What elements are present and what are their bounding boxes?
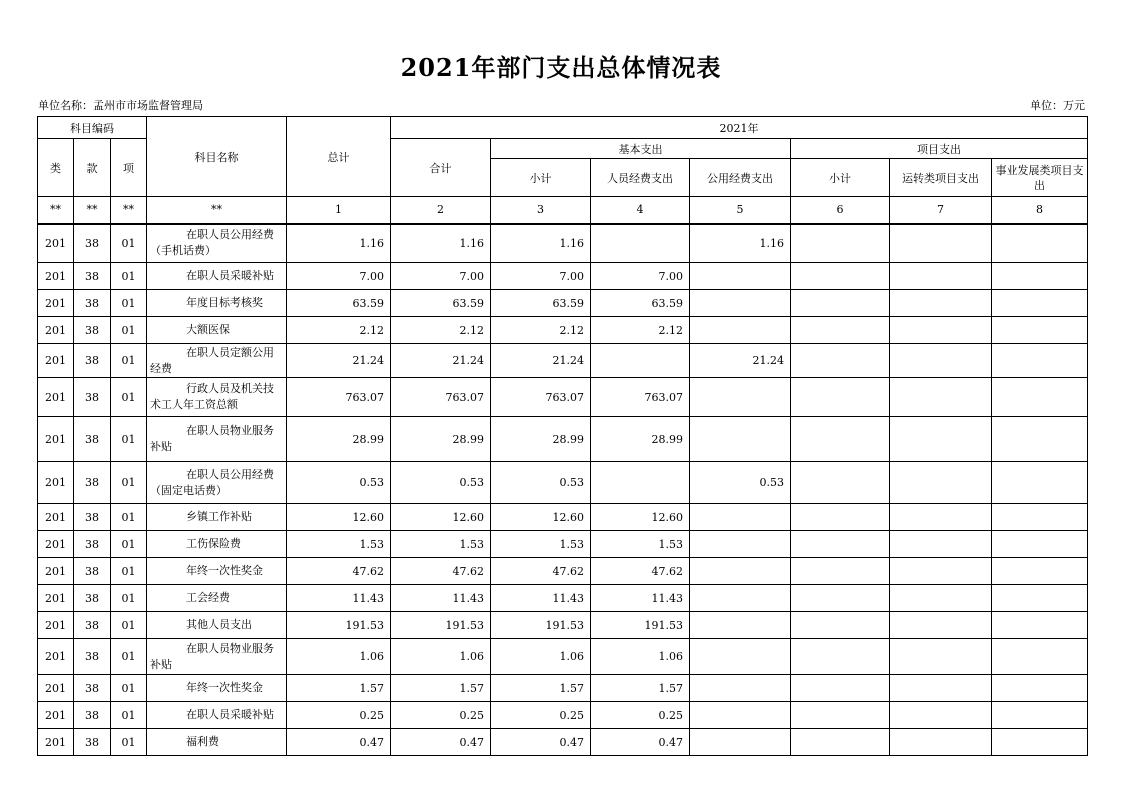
cell-personnel: 1.57 (591, 675, 690, 702)
cell-name (147, 224, 287, 263)
cell-name-line1: 在职人员物业服务 (186, 641, 274, 655)
cell-name-line1: 年终一次性奖金 (186, 681, 263, 694)
cell-name-line1: 在职人员公用经费 (186, 228, 274, 242)
cell-operation (890, 612, 992, 639)
cell-development (992, 417, 1088, 462)
cell-kuan: 38 (74, 558, 111, 585)
cell-sum: 0.47 (391, 729, 491, 756)
cell-kuan: 38 (74, 702, 111, 729)
cell-development (992, 290, 1088, 317)
cell-proj-sub (791, 558, 890, 585)
cell-basic-sub: 1.53 (491, 531, 591, 558)
cell-xiang: 01 (111, 612, 147, 639)
cell-name (147, 702, 287, 729)
cell-kuan: 38 (74, 290, 111, 317)
cell-xiang: 01 (111, 462, 147, 504)
cell-sum: 63.59 (391, 290, 491, 317)
cell-kuan: 38 (74, 612, 111, 639)
cell-name-line1: 福利费 (186, 735, 219, 748)
cell-name-line1: 在职人员物业服务 (186, 424, 274, 437)
header-sum: 合计 (391, 139, 491, 197)
cell-name-line1: 在职人员定额公用 (186, 345, 274, 359)
cell-name-line1: 工伤保险费 (186, 537, 241, 550)
cell-lei: 201 (38, 702, 74, 729)
cell-proj-sub (791, 702, 890, 729)
cell-name (147, 462, 287, 504)
cell-name-line1: 在职人员采暖补贴 (186, 269, 274, 282)
cell-personnel: 0.25 (591, 702, 690, 729)
cell-development (992, 224, 1088, 263)
cell-development (992, 263, 1088, 290)
cell-xiang: 01 (111, 263, 147, 290)
table-row (38, 558, 1088, 585)
cell-total: 0.47 (287, 729, 391, 756)
cell-basic-sub: 47.62 (491, 558, 591, 585)
cell-total: 21.24 (287, 344, 391, 378)
table-row (38, 675, 1088, 702)
cell-operation (890, 317, 992, 344)
cell-lei: 201 (38, 317, 74, 344)
header-xiang: 项 (111, 139, 147, 197)
table-row (38, 263, 1088, 290)
cell-development (992, 531, 1088, 558)
cell-total: 1.57 (287, 675, 391, 702)
header-operation: 运转类项目支出 (890, 159, 992, 197)
cell-name (147, 263, 287, 290)
cell-proj-sub (791, 531, 890, 558)
index-cell: 4 (591, 197, 690, 224)
cell-xiang: 01 (111, 317, 147, 344)
index-cell: 6 (791, 197, 890, 224)
cell-operation (890, 263, 992, 290)
cell-operation (890, 729, 992, 756)
cell-public: 1.16 (690, 224, 791, 263)
cell-basic-sub: 63.59 (491, 290, 591, 317)
cell-xiang: 01 (111, 290, 147, 317)
cell-basic-sub: 0.47 (491, 729, 591, 756)
cell-personnel (591, 344, 690, 378)
cell-personnel: 1.06 (591, 639, 690, 675)
unit-name: 单位名称：孟州市市场监督管理局 (38, 99, 203, 112)
cell-xiang: 01 (111, 558, 147, 585)
cell-proj-sub (791, 378, 890, 417)
cell-development (992, 675, 1088, 702)
cell-development (992, 702, 1088, 729)
cell-lei: 201 (38, 585, 74, 612)
cell-operation (890, 702, 992, 729)
cell-personnel (591, 462, 690, 504)
index-cell: 7 (890, 197, 992, 224)
table-row (38, 585, 1088, 612)
cell-total: 1.06 (287, 639, 391, 675)
cell-proj-sub (791, 675, 890, 702)
cell-name-line1: 在职人员公用经费 (186, 467, 274, 481)
cell-personnel: 191.53 (591, 612, 690, 639)
header-name: 科目名称 (147, 117, 287, 197)
cell-name-line1: 工会经费 (186, 591, 230, 604)
cell-development (992, 344, 1088, 378)
cell-personnel: 1.53 (591, 531, 690, 558)
cell-kuan: 38 (74, 585, 111, 612)
cell-sum: 21.24 (391, 344, 491, 378)
cell-lei: 201 (38, 531, 74, 558)
table-row (38, 462, 1088, 504)
cell-total: 0.53 (287, 462, 391, 504)
index-cell: 8 (992, 197, 1088, 224)
cell-name-line2: （固定电话费） (150, 483, 227, 497)
cell-lei: 201 (38, 462, 74, 504)
cell-kuan: 38 (74, 531, 111, 558)
index-cell: ** (111, 197, 147, 224)
cell-public: 21.24 (690, 344, 791, 378)
header-basic: 基本支出 (491, 139, 791, 159)
cell-sum: 11.43 (391, 585, 491, 612)
cell-operation (890, 378, 992, 417)
cell-total: 763.07 (287, 378, 391, 417)
cell-kuan: 38 (74, 263, 111, 290)
index-cell: 3 (491, 197, 591, 224)
cell-proj-sub (791, 462, 890, 504)
index-cell: ** (147, 197, 287, 224)
header-total: 总计 (287, 117, 391, 197)
cell-sum: 47.62 (391, 558, 491, 585)
cell-xiang: 01 (111, 639, 147, 675)
table-row (38, 612, 1088, 639)
cell-development (992, 639, 1088, 675)
cell-public (690, 702, 791, 729)
cell-public (690, 378, 791, 417)
cell-sum: 191.53 (391, 612, 491, 639)
cell-name (147, 612, 287, 639)
table-row (38, 224, 1088, 263)
cell-proj-sub (791, 317, 890, 344)
cell-name (147, 729, 287, 756)
cell-proj-sub (791, 729, 890, 756)
cell-sum: 0.25 (391, 702, 491, 729)
cell-name (147, 417, 287, 462)
cell-total: 1.16 (287, 224, 391, 263)
header-personnel: 人员经费支出 (591, 159, 690, 197)
cell-lei: 201 (38, 504, 74, 531)
table-row (38, 531, 1088, 558)
cell-sum: 7.00 (391, 263, 491, 290)
header-code-group: 科目编码 (38, 117, 147, 139)
cell-basic-sub: 12.60 (491, 504, 591, 531)
cell-sum: 0.53 (391, 462, 491, 504)
cell-lei: 201 (38, 378, 74, 417)
cell-personnel: 47.62 (591, 558, 690, 585)
cell-personnel: 2.12 (591, 317, 690, 344)
cell-basic-sub: 1.16 (491, 224, 591, 263)
cell-xiang: 01 (111, 675, 147, 702)
header-development: 事业发展类项目支出 (992, 159, 1088, 197)
cell-name (147, 290, 287, 317)
header-kuan: 款 (74, 139, 111, 197)
cell-sum: 2.12 (391, 317, 491, 344)
index-cell: ** (38, 197, 74, 224)
cell-xiang: 01 (111, 378, 147, 417)
cell-xiang: 01 (111, 702, 147, 729)
cell-operation (890, 344, 992, 378)
cell-basic-sub: 21.24 (491, 344, 591, 378)
cell-xiang: 01 (111, 531, 147, 558)
expenditure-table (37, 116, 1088, 756)
cell-operation (890, 639, 992, 675)
cell-proj-sub (791, 639, 890, 675)
cell-total: 28.99 (287, 417, 391, 462)
cell-total: 0.25 (287, 702, 391, 729)
table-row (38, 417, 1088, 462)
index-cell: 2 (391, 197, 491, 224)
cell-lei: 201 (38, 263, 74, 290)
cell-name-line2: 术工人年工资总额 (150, 398, 238, 411)
cell-basic-sub: 1.57 (491, 675, 591, 702)
cell-lei: 201 (38, 729, 74, 756)
cell-sum: 28.99 (391, 417, 491, 462)
cell-total: 63.59 (287, 290, 391, 317)
cell-name-line1: 乡镇工作补贴 (186, 510, 252, 523)
cell-kuan: 38 (74, 417, 111, 462)
cell-public (690, 612, 791, 639)
cell-development (992, 462, 1088, 504)
cell-proj-sub (791, 612, 890, 639)
cell-sum: 763.07 (391, 378, 491, 417)
cell-total: 11.43 (287, 585, 391, 612)
table-row (38, 378, 1088, 417)
cell-name (147, 585, 287, 612)
cell-personnel: 28.99 (591, 417, 690, 462)
cell-operation (890, 585, 992, 612)
cell-name-line2: 经费 (150, 361, 172, 375)
cell-proj-sub (791, 344, 890, 378)
cell-public (690, 417, 791, 462)
cell-development (992, 612, 1088, 639)
cell-sum: 1.57 (391, 675, 491, 702)
cell-sum: 1.16 (391, 224, 491, 263)
cell-operation (890, 504, 992, 531)
cell-name (147, 344, 287, 378)
cell-operation (890, 224, 992, 263)
cell-total: 1.53 (287, 531, 391, 558)
header-project-subtotal: 小计 (791, 159, 890, 197)
cell-name-line1: 年度目标考核奖 (186, 296, 263, 309)
cell-name-line2: （手机话费） (150, 244, 216, 258)
cell-lei: 201 (38, 290, 74, 317)
cell-lei: 201 (38, 675, 74, 702)
table-row (38, 729, 1088, 756)
cell-basic-sub: 2.12 (491, 317, 591, 344)
cell-basic-sub: 11.43 (491, 585, 591, 612)
cell-public: 0.53 (690, 462, 791, 504)
cell-kuan: 38 (74, 344, 111, 378)
cell-operation (890, 462, 992, 504)
cell-lei: 201 (38, 344, 74, 378)
header-lei: 类 (38, 139, 74, 197)
cell-xiang: 01 (111, 729, 147, 756)
table-row (38, 639, 1088, 675)
cell-personnel: 7.00 (591, 263, 690, 290)
cell-basic-sub: 763.07 (491, 378, 591, 417)
cell-development (992, 729, 1088, 756)
cell-public (690, 558, 791, 585)
cell-xiang: 01 (111, 224, 147, 263)
cell-name-line1: 其他人员支出 (186, 618, 252, 631)
cell-kuan: 38 (74, 729, 111, 756)
cell-development (992, 504, 1088, 531)
cell-personnel: 12.60 (591, 504, 690, 531)
cell-lei: 201 (38, 639, 74, 675)
header-project: 项目支出 (791, 139, 1088, 159)
cell-total: 2.12 (287, 317, 391, 344)
cell-operation (890, 417, 992, 462)
cell-sum: 12.60 (391, 504, 491, 531)
cell-basic-sub: 28.99 (491, 417, 591, 462)
table-row (38, 702, 1088, 729)
cell-public (690, 504, 791, 531)
cell-basic-sub: 1.06 (491, 639, 591, 675)
cell-name-line1: 大额医保 (186, 323, 230, 336)
cell-public (690, 263, 791, 290)
cell-xiang: 01 (111, 504, 147, 531)
cell-kuan: 38 (74, 317, 111, 344)
cell-kuan: 38 (74, 224, 111, 263)
cell-basic-sub: 7.00 (491, 263, 591, 290)
cell-public (690, 729, 791, 756)
cell-public (690, 675, 791, 702)
cell-lei: 201 (38, 558, 74, 585)
cell-personnel: 0.47 (591, 729, 690, 756)
cell-personnel: 11.43 (591, 585, 690, 612)
cell-operation (890, 531, 992, 558)
cell-development (992, 317, 1088, 344)
cell-proj-sub (791, 504, 890, 531)
cell-xiang: 01 (111, 585, 147, 612)
index-cell: 1 (287, 197, 391, 224)
cell-name (147, 639, 287, 675)
cell-development (992, 378, 1088, 417)
cell-public (690, 639, 791, 675)
cell-kuan: 38 (74, 504, 111, 531)
cell-name-line2: 补贴 (150, 440, 172, 453)
cell-basic-sub: 0.53 (491, 462, 591, 504)
cell-proj-sub (791, 224, 890, 263)
cell-lei: 201 (38, 612, 74, 639)
cell-kuan: 38 (74, 378, 111, 417)
cell-development (992, 585, 1088, 612)
cell-total: 7.00 (287, 263, 391, 290)
cell-public (690, 531, 791, 558)
cell-name (147, 317, 287, 344)
cell-name-line1: 在职人员采暖补贴 (186, 708, 274, 721)
header-year: 2021年 (391, 117, 1088, 139)
cell-xiang: 01 (111, 344, 147, 378)
cell-xiang: 01 (111, 417, 147, 462)
cell-name-line2: 补贴 (150, 657, 172, 671)
cell-total: 12.60 (287, 504, 391, 531)
cell-proj-sub (791, 290, 890, 317)
cell-proj-sub (791, 263, 890, 290)
page-title: 2021年部门支出总体情况表 (400, 53, 722, 82)
cell-sum: 1.53 (391, 531, 491, 558)
cell-proj-sub (791, 585, 890, 612)
cell-operation (890, 290, 992, 317)
cell-total: 47.62 (287, 558, 391, 585)
cell-public (690, 317, 791, 344)
cell-total: 191.53 (287, 612, 391, 639)
cell-operation (890, 558, 992, 585)
index-row (38, 197, 1088, 224)
table-row (38, 290, 1088, 317)
cell-lei: 201 (38, 417, 74, 462)
cell-operation (890, 675, 992, 702)
cell-name (147, 558, 287, 585)
cell-personnel (591, 224, 690, 263)
cell-basic-sub: 191.53 (491, 612, 591, 639)
cell-lei: 201 (38, 224, 74, 263)
index-cell: 5 (690, 197, 791, 224)
cell-development (992, 558, 1088, 585)
cell-public (690, 585, 791, 612)
header-public: 公用经费支出 (690, 159, 791, 197)
cell-public (690, 290, 791, 317)
table-row (38, 317, 1088, 344)
unit-label: 单位：万元 (1030, 99, 1085, 112)
cell-kuan: 38 (74, 675, 111, 702)
cell-kuan: 38 (74, 639, 111, 675)
cell-name-line1: 行政人员及机关技 (186, 382, 274, 395)
table-row (38, 344, 1088, 378)
cell-name (147, 378, 287, 417)
table-row (38, 504, 1088, 531)
cell-personnel: 63.59 (591, 290, 690, 317)
cell-name (147, 675, 287, 702)
cell-name (147, 531, 287, 558)
cell-name (147, 504, 287, 531)
header-basic-subtotal: 小计 (491, 159, 591, 197)
index-cell: ** (74, 197, 111, 224)
cell-personnel: 763.07 (591, 378, 690, 417)
cell-kuan: 38 (74, 462, 111, 504)
cell-sum: 1.06 (391, 639, 491, 675)
cell-name-line1: 年终一次性奖金 (186, 564, 263, 577)
cell-basic-sub: 0.25 (491, 702, 591, 729)
cell-proj-sub (791, 417, 890, 462)
